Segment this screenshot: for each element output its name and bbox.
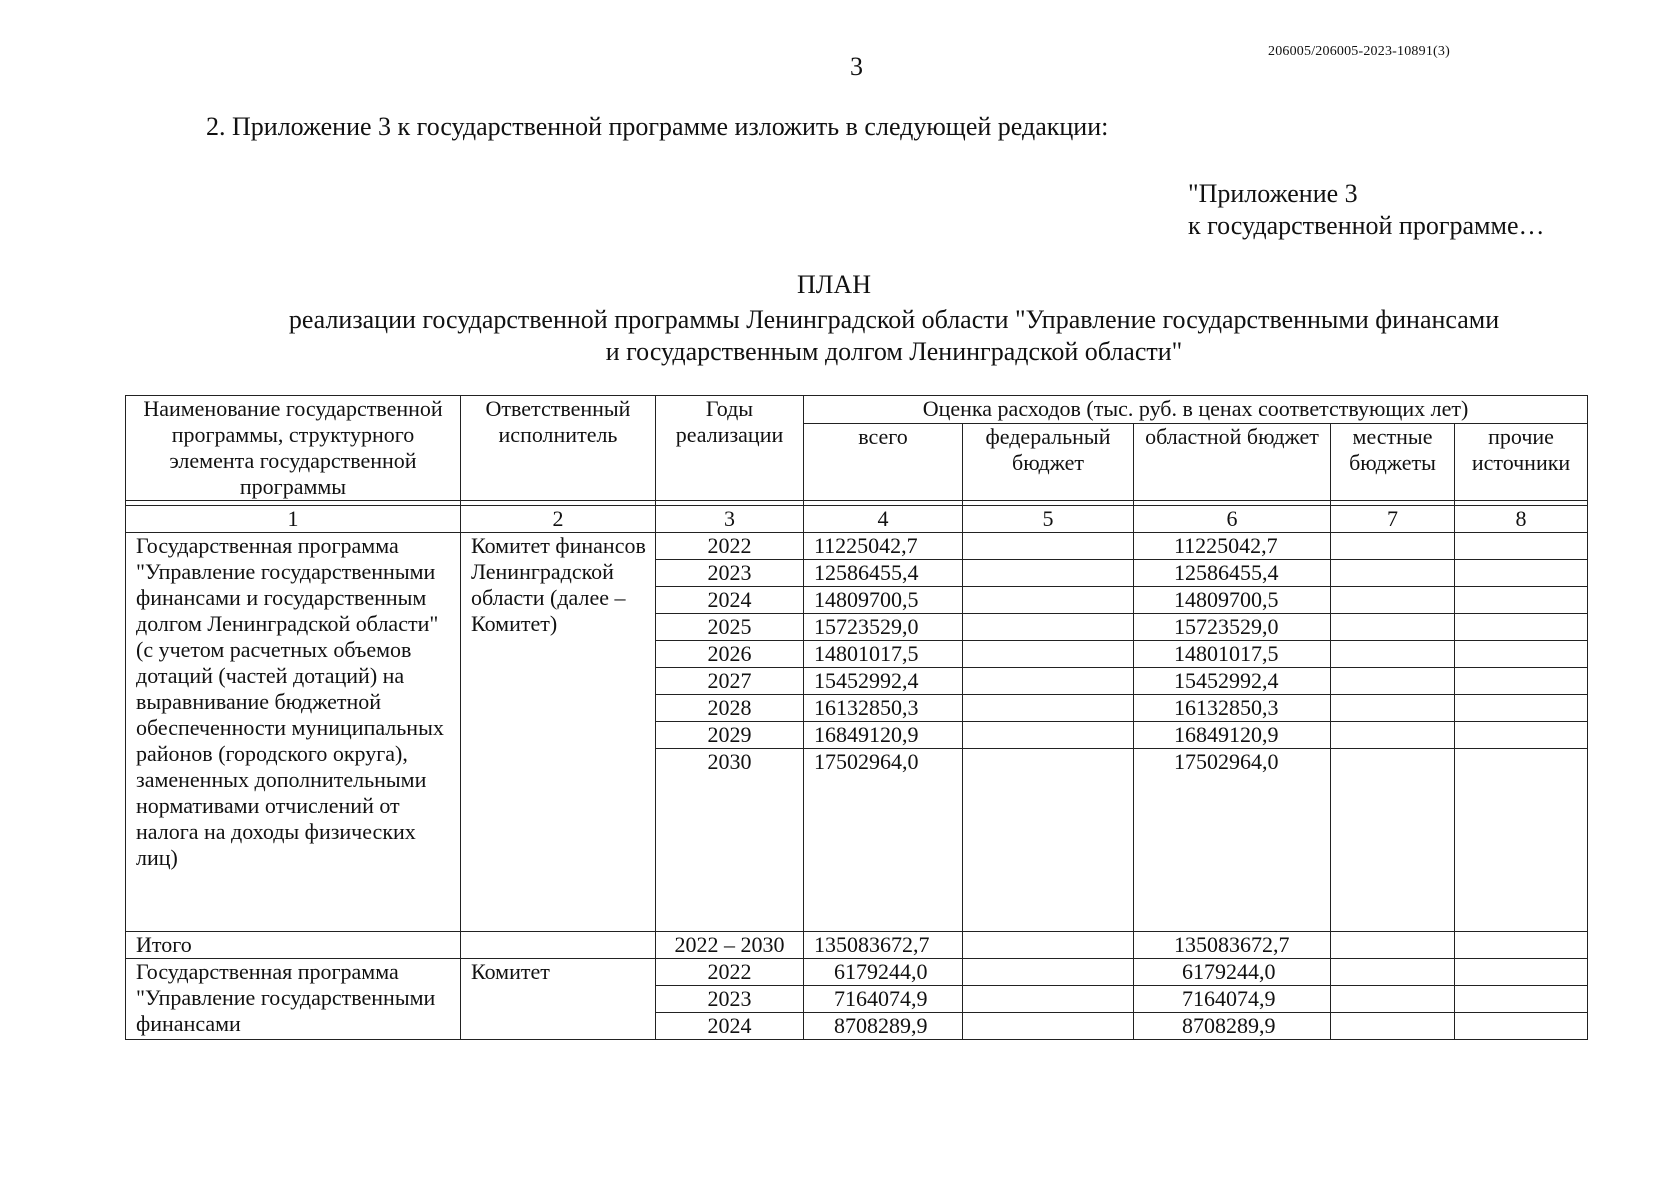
col-number: 3 xyxy=(656,506,804,533)
regional-cell: 15452992,4 xyxy=(1134,668,1331,695)
header-name: Наименование государственной программы, структурного элемента государственной программы xyxy=(126,396,461,501)
local-cell xyxy=(1331,932,1455,959)
program-name-cell: Государственная программа "Управление государственными финансами и государственным долгом Ленинградской области" (с учетом расчетных объемов дотаций (частей дотаций) на выравнивание бюджетной обеспеченности муниципальных районов (городского округа), замененных дополнительными нормативами отчислений от налога на доходы физических лиц) xyxy=(126,533,461,932)
header-local: местные бюджеты xyxy=(1331,424,1455,501)
year-cell: 2024 xyxy=(656,1013,804,1040)
local-cell xyxy=(1331,614,1455,641)
federal-cell xyxy=(963,722,1134,749)
regional-cell: 11225042,7 xyxy=(1134,533,1331,560)
executor-cell: Комитет финансов Ленинградской области (далее – Комитет) xyxy=(461,533,656,932)
federal-cell xyxy=(963,587,1134,614)
annex-reference xyxy=(1188,178,1545,242)
federal-cell xyxy=(963,695,1134,722)
col-number: 8 xyxy=(1455,506,1588,533)
executor-cell: Комитет xyxy=(461,959,656,1040)
total-cell: 7164074,9 xyxy=(804,986,963,1013)
header-executor: Ответственный исполнитель xyxy=(461,396,656,501)
year-cell: 2022 xyxy=(656,533,804,560)
year-cell: 2026 xyxy=(656,641,804,668)
federal-cell xyxy=(963,749,1134,932)
plan-subtitle-line-1: реализации государственной программы Ленинградской области "Управление государственными финансами xyxy=(288,305,1500,334)
total-cell: 14809700,5 xyxy=(804,587,963,614)
local-cell xyxy=(1331,533,1455,560)
other-cell xyxy=(1455,986,1588,1013)
other-cell xyxy=(1455,641,1588,668)
plan-subtitle xyxy=(250,304,1538,368)
document-number: 206005/206005-2023-10891(3) xyxy=(1268,44,1450,59)
header-federal: федеральный бюджет xyxy=(963,424,1134,501)
federal-cell xyxy=(963,668,1134,695)
total-cell: 15723529,0 xyxy=(804,614,963,641)
plan-title: ПЛАН xyxy=(797,270,871,299)
col-number: 2 xyxy=(461,506,656,533)
table-header-row xyxy=(126,396,1588,424)
header-total: всего xyxy=(804,424,963,501)
regional-cell: 6179244,0 xyxy=(1134,959,1331,986)
local-cell xyxy=(1331,641,1455,668)
local-cell xyxy=(1331,1013,1455,1040)
regional-cell: 8708289,9 xyxy=(1134,1013,1331,1040)
federal-cell xyxy=(963,560,1134,587)
other-cell xyxy=(1455,959,1588,986)
total-cell: 14801017,5 xyxy=(804,641,963,668)
regional-cell: 7164074,9 xyxy=(1134,986,1331,1013)
year-cell: 2029 xyxy=(656,722,804,749)
year-cell: 2030 xyxy=(656,749,804,932)
total-cell: 15452992,4 xyxy=(804,668,963,695)
local-cell xyxy=(1331,722,1455,749)
regional-cell: 14801017,5 xyxy=(1134,641,1331,668)
other-cell xyxy=(1455,560,1588,587)
col-number: 7 xyxy=(1331,506,1455,533)
header-regional: областной бюджет xyxy=(1134,424,1331,501)
local-cell xyxy=(1331,986,1455,1013)
itogo-total: 135083672,7 xyxy=(804,932,963,959)
local-cell xyxy=(1331,587,1455,614)
total-cell: 17502964,0 xyxy=(804,749,963,932)
other-cell xyxy=(1455,749,1588,932)
local-cell xyxy=(1331,749,1455,932)
col-number: 4 xyxy=(804,506,963,533)
regional-cell: 17502964,0 xyxy=(1134,749,1331,932)
federal-cell xyxy=(963,1013,1134,1040)
year-cell: 2023 xyxy=(656,986,804,1013)
year-cell: 2025 xyxy=(656,614,804,641)
col-number: 5 xyxy=(963,506,1134,533)
total-cell: 8708289,9 xyxy=(804,1013,963,1040)
col-number: 6 xyxy=(1134,506,1331,533)
regional-cell: 15723529,0 xyxy=(1134,614,1331,641)
itogo-regional: 135083672,7 xyxy=(1134,932,1331,959)
other-cell xyxy=(1455,668,1588,695)
local-cell xyxy=(1331,668,1455,695)
local-cell xyxy=(1331,560,1455,587)
itogo-years: 2022 – 2030 xyxy=(656,932,804,959)
federal-cell xyxy=(963,986,1134,1013)
year-cell: 2028 xyxy=(656,695,804,722)
header-expenses: Оценка расходов (тыс. руб. в ценах соответствующих лет) xyxy=(804,396,1588,424)
other-cell xyxy=(1455,695,1588,722)
intro-paragraph: 2. Приложение 3 к государственной программе изложить в следующей редакции: xyxy=(206,112,1109,141)
other-cell xyxy=(1455,722,1588,749)
total-cell: 16849120,9 xyxy=(804,722,963,749)
itogo-row xyxy=(126,932,1588,959)
total-cell: 6179244,0 xyxy=(804,959,963,986)
total-cell: 16132850,3 xyxy=(804,695,963,722)
total-cell: 12586455,4 xyxy=(804,560,963,587)
col-number: 1 xyxy=(126,506,461,533)
federal-cell xyxy=(963,959,1134,986)
page-number: 3 xyxy=(850,52,863,81)
other-cell xyxy=(1455,614,1588,641)
local-cell xyxy=(1331,695,1455,722)
federal-cell xyxy=(963,641,1134,668)
regional-cell: 16849120,9 xyxy=(1134,722,1331,749)
header-other: прочие источники xyxy=(1455,424,1588,501)
plan-subtitle-line-2: и государственным долгом Ленинградской области" xyxy=(605,337,1183,366)
program-name-cell: Государственная программа "Управление государственными финансами xyxy=(126,959,461,1040)
year-cell: 2024 xyxy=(656,587,804,614)
year-cell: 2022 xyxy=(656,959,804,986)
regional-cell: 14809700,5 xyxy=(1134,587,1331,614)
federal-cell xyxy=(963,614,1134,641)
header-years: Годы реализации xyxy=(656,396,804,501)
plan-table xyxy=(125,395,1588,1040)
table-row xyxy=(126,533,1588,560)
regional-cell: 16132850,3 xyxy=(1134,695,1331,722)
annex-line-1: "Приложение 3 xyxy=(1188,179,1358,208)
federal-cell xyxy=(963,932,1134,959)
other-cell xyxy=(1455,932,1588,959)
year-cell: 2023 xyxy=(656,560,804,587)
itogo-label: Итого xyxy=(126,932,461,959)
annex-line-2: к государственной программе… xyxy=(1188,211,1545,240)
total-cell: 11225042,7 xyxy=(804,533,963,560)
column-numbers-row xyxy=(126,506,1588,533)
other-cell xyxy=(1455,533,1588,560)
other-cell xyxy=(1455,1013,1588,1040)
year-cell: 2027 xyxy=(656,668,804,695)
table-row xyxy=(126,959,1588,986)
regional-cell: 12586455,4 xyxy=(1134,560,1331,587)
federal-cell xyxy=(963,533,1134,560)
executor-cell xyxy=(461,932,656,959)
other-cell xyxy=(1455,587,1588,614)
local-cell xyxy=(1331,959,1455,986)
